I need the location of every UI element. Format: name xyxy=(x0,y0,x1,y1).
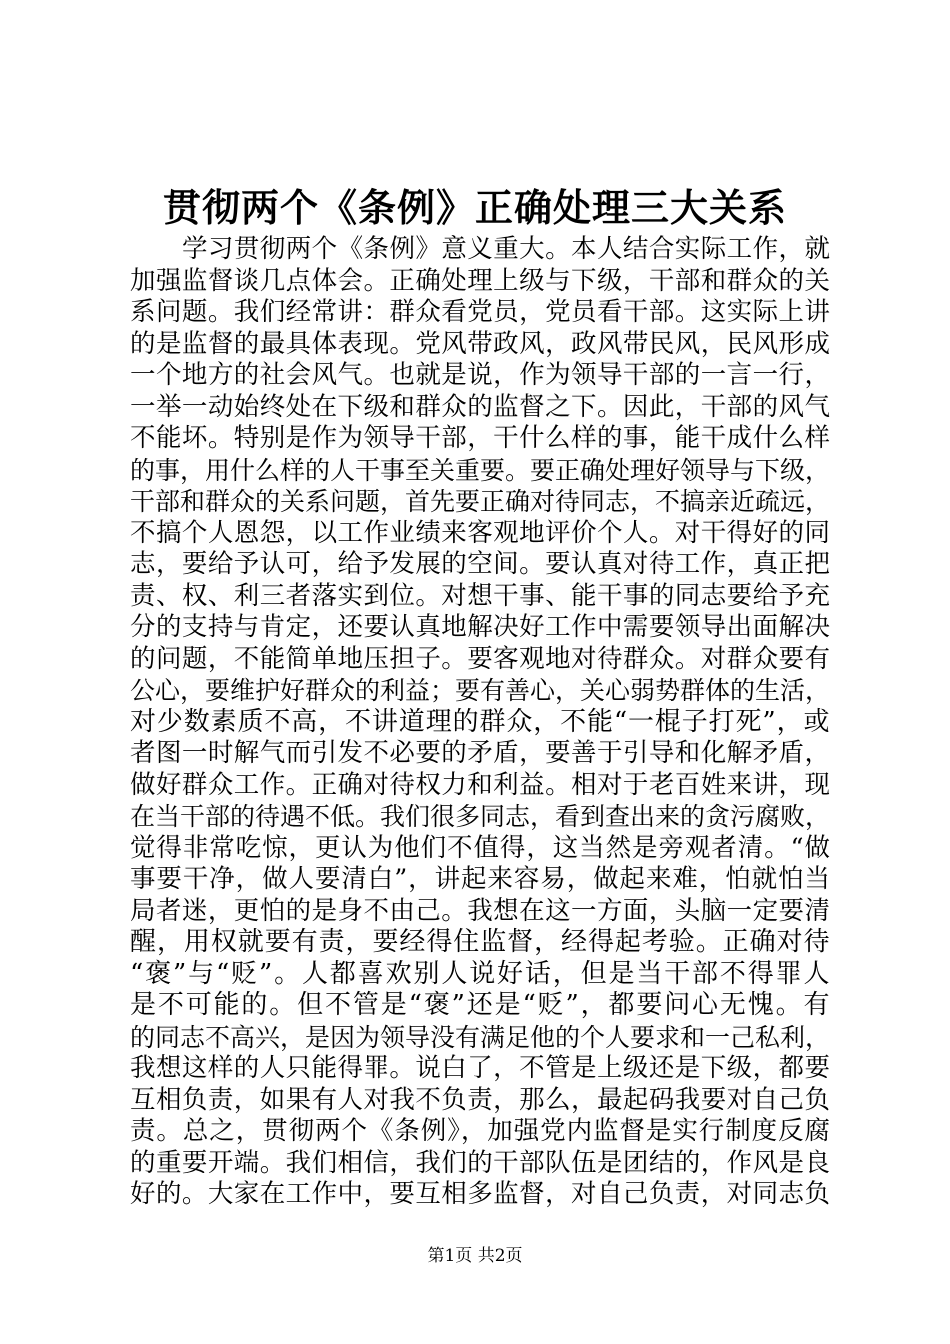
body-line: 责。总之，贯彻两个《条例》，加强党内监督是实行制度反腐 xyxy=(130,1116,830,1146)
body-line: 对少数素质不高，不讲道理的群众，不能“一棍子打死”，或 xyxy=(130,706,830,737)
body-line: 好的。大家在工作中，要互相多监督，对自己负责，对同志负 xyxy=(130,1179,830,1209)
body-line: 是不可能的。但不管是“褒”还是“贬”，都要问心无愧。有 xyxy=(130,990,830,1020)
body-line: 的同志不高兴，是因为领导没有满足他的个人要求和一己私利， xyxy=(130,1022,831,1052)
body-line: 觉得非常吃惊，更认为他们不值得，这当然是旁观者清。“做 xyxy=(130,832,830,863)
body-line: 分的支持与肯定，还要认真地解决好工作中需要领导出面解决 xyxy=(130,612,830,642)
body-line: 做好群众工作。正确对待权力和利益。相对于老百姓来讲，现 xyxy=(130,769,830,800)
body-line: 一举一动始终处在下级和群众的监督之下。因此，干部的风气 xyxy=(130,391,830,422)
body-line: “褒”与“贬”。人都喜欢别人说好话，但是当干部不得罪人 xyxy=(130,958,830,989)
body-line: 的问题，不能简单地压担子。要客观地对待群众。对群众要有 xyxy=(130,643,830,674)
body-line: 者图一时解气而引发不必要的矛盾，要善于引导和化解矛盾， xyxy=(130,738,830,768)
body-line: 公心，要维护好群众的利益；要有善心，关心弱势群体的生活， xyxy=(130,676,831,705)
body-line: 不搞个人恩怨，以工作业绩来客观地评价个人。对干得好的同 xyxy=(130,517,830,548)
body-line: 学习贯彻两个《条例》意义重大。本人结合实际工作，就 xyxy=(182,234,830,264)
page-footer: 第1页 共2页 xyxy=(427,1246,523,1266)
body-line: 不能坏。特别是作为领导干部，干什么样的事，能干成什么样 xyxy=(130,423,830,453)
body-line: 醒，用权就要有责，要经得住监督，经得起考验。正确对待 xyxy=(130,927,830,957)
body-line: 的事，用什么样的人干事至关重要。要正确处理好领导与下级， xyxy=(130,455,831,485)
document-body xyxy=(130,234,830,1211)
page-title: 贯彻两个《条例》正确处理三大关系 xyxy=(162,185,787,230)
body-line: 责、权、利三者落实到位。对想干事、能干事的同志要给予充 xyxy=(130,580,830,611)
body-line: 的是监督的最具体表现。党风带政风，政风带民风，民风形成 xyxy=(130,328,830,359)
body-line: 局者迷，更怕的是身不由己。我想在这一方面，头脑一定要清 xyxy=(130,895,830,926)
body-line: 志，要给予认可，给予发展的空间。要认真对待工作，真正把 xyxy=(130,549,830,579)
body-line: 事要干净，做人要清白”，讲起来容易，做起来难，怕就怕当 xyxy=(130,864,830,894)
body-line: 互相负责，如果有人对我不负责，那么，最起码我要对自己负 xyxy=(130,1084,830,1115)
body-line: 系问题。我们经常讲：群众看党员，党员看干部。这实际上讲 xyxy=(130,297,830,327)
body-line: 我想这样的人只能得罪。说白了，不管是上级还是下级，都要 xyxy=(130,1053,830,1083)
body-line: 的重要开端。我们相信，我们的干部队伍是团结的，作风是良 xyxy=(130,1147,830,1178)
body-line: 在当干部的待遇不低。我们很多同志，看到查出来的贪污腐败， xyxy=(130,802,831,831)
body-line: 干部和群众的关系问题，首先要正确对待同志，不搞亲近疏远， xyxy=(130,487,831,516)
body-line: 加强监督谈几点体会。正确处理上级与下级，干部和群众的关 xyxy=(130,265,830,296)
body-line: 一个地方的社会风气。也就是说，作为领导干部的一言一行， xyxy=(130,360,830,390)
